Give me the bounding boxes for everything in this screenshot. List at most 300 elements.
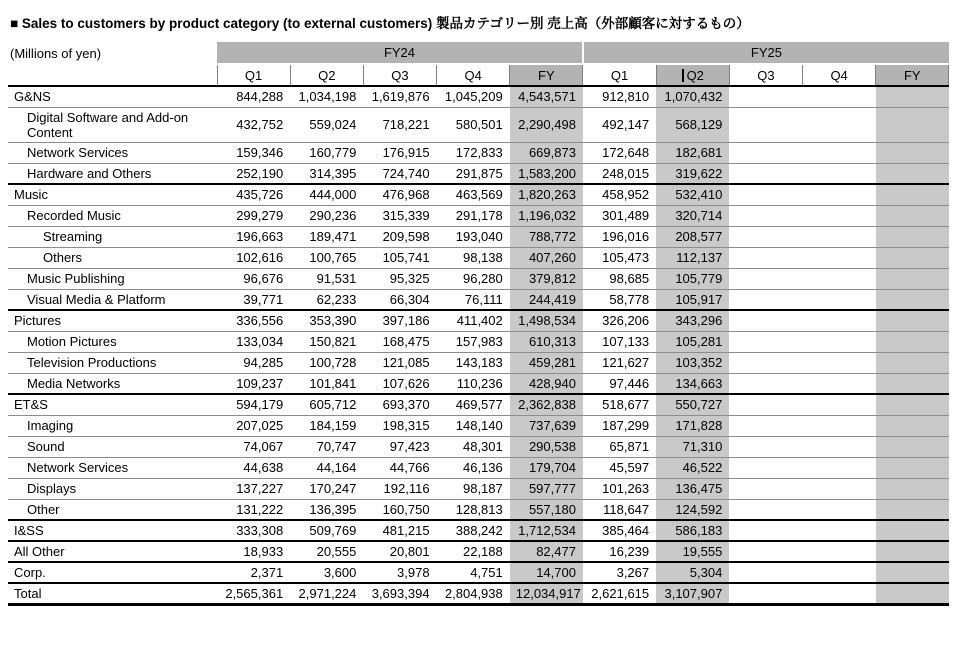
table-row-g-ns xyxy=(8,86,949,107)
cell-empty xyxy=(803,415,876,436)
cell-value: 160,750 xyxy=(363,499,436,520)
cell-empty xyxy=(803,86,876,107)
row-label: Displays xyxy=(8,478,217,499)
cell-value: 136,475 xyxy=(656,478,729,499)
cell-empty xyxy=(876,142,949,163)
cell-value: 1,712,534 xyxy=(510,520,583,541)
cell-empty xyxy=(876,289,949,310)
cell-empty xyxy=(876,520,949,541)
cell-empty xyxy=(729,436,802,457)
cell-value: 2,290,498 xyxy=(510,107,583,142)
cell-empty xyxy=(876,205,949,226)
cell-value: 407,260 xyxy=(510,247,583,268)
cell-empty xyxy=(729,184,802,205)
cell-empty xyxy=(729,268,802,289)
cell-value: 76,111 xyxy=(437,289,510,310)
col-header-fy24-fy: FY xyxy=(510,64,583,86)
cell-value: 176,915 xyxy=(363,142,436,163)
row-label: Sound xyxy=(8,436,217,457)
col-header-fy24-q1: Q1 xyxy=(217,64,290,86)
cell-value: 46,136 xyxy=(437,457,510,478)
cell-empty xyxy=(803,478,876,499)
cell-value: 71,310 xyxy=(656,436,729,457)
cell-value: 610,313 xyxy=(510,331,583,352)
cell-empty xyxy=(729,541,802,562)
cell-value: 121,627 xyxy=(583,352,656,373)
cell-value: 353,390 xyxy=(290,310,363,331)
cell-value: 580,501 xyxy=(437,107,510,142)
cell-empty xyxy=(803,583,876,605)
cell-value: 314,395 xyxy=(290,163,363,184)
cell-value: 134,663 xyxy=(656,373,729,394)
table-row-others xyxy=(8,247,949,268)
col-header-fy25-q3: Q3 xyxy=(729,64,802,86)
cell-empty xyxy=(876,394,949,415)
cell-value: 172,648 xyxy=(583,142,656,163)
cell-value: 44,766 xyxy=(363,457,436,478)
cell-value: 124,592 xyxy=(656,499,729,520)
cell-empty xyxy=(876,331,949,352)
row-label: Music xyxy=(8,184,217,205)
cell-value: 594,179 xyxy=(217,394,290,415)
cell-value: 18,933 xyxy=(217,541,290,562)
cell-value: 70,747 xyxy=(290,436,363,457)
cell-value: 4,751 xyxy=(437,562,510,583)
cell-value: 1,820,263 xyxy=(510,184,583,205)
cell-value: 148,140 xyxy=(437,415,510,436)
table-row-imaging xyxy=(8,415,949,436)
cell-value: 143,183 xyxy=(437,352,510,373)
row-label-header xyxy=(8,64,217,86)
cell-value: 105,741 xyxy=(363,247,436,268)
cell-value: 492,147 xyxy=(583,107,656,142)
cell-empty xyxy=(729,107,802,142)
cell-empty xyxy=(803,226,876,247)
cell-empty xyxy=(876,184,949,205)
cell-value: 45,597 xyxy=(583,457,656,478)
cell-value: 187,299 xyxy=(583,415,656,436)
cell-value: 2,804,938 xyxy=(437,583,510,605)
cell-empty xyxy=(876,583,949,605)
cell-value: 397,186 xyxy=(363,310,436,331)
row-label: Pictures xyxy=(8,310,217,331)
cell-empty xyxy=(729,247,802,268)
cell-empty xyxy=(803,331,876,352)
cell-value: 74,067 xyxy=(217,436,290,457)
cell-empty xyxy=(729,331,802,352)
cell-value: 100,765 xyxy=(290,247,363,268)
cell-value: 568,129 xyxy=(656,107,729,142)
cell-empty xyxy=(876,86,949,107)
cell-value: 182,681 xyxy=(656,142,729,163)
page-title: ■ Sales to customers by product category (to external customers) 製品カテゴリー別 売上高（外部顧客に対するもの） xyxy=(10,16,750,31)
cell-empty xyxy=(803,562,876,583)
cell-value: 550,727 xyxy=(656,394,729,415)
cell-value: 326,206 xyxy=(583,310,656,331)
cell-value: 66,304 xyxy=(363,289,436,310)
cell-value: 1,498,534 xyxy=(510,310,583,331)
cell-value: 1,583,200 xyxy=(510,163,583,184)
row-label: Media Networks xyxy=(8,373,217,394)
cell-value: 91,531 xyxy=(290,268,363,289)
cell-empty xyxy=(876,107,949,142)
cell-value: 62,233 xyxy=(290,289,363,310)
cell-empty xyxy=(729,394,802,415)
cell-value: 97,423 xyxy=(363,436,436,457)
table-body xyxy=(8,86,949,605)
cell-value: 586,183 xyxy=(656,520,729,541)
row-label: All Other xyxy=(8,541,217,562)
cell-empty xyxy=(729,520,802,541)
cell-empty xyxy=(729,457,802,478)
cell-value: 105,473 xyxy=(583,247,656,268)
cell-empty xyxy=(876,310,949,331)
cell-value: 3,978 xyxy=(363,562,436,583)
cell-value: 1,196,032 xyxy=(510,205,583,226)
row-label: Network Services xyxy=(8,142,217,163)
cell-value: 444,000 xyxy=(290,184,363,205)
row-label: ET&S xyxy=(8,394,217,415)
cell-value: 3,693,394 xyxy=(363,583,436,605)
cell-value: 476,968 xyxy=(363,184,436,205)
table-row-corp xyxy=(8,562,949,583)
cell-value: 788,772 xyxy=(510,226,583,247)
cell-empty xyxy=(803,289,876,310)
cell-value: 98,138 xyxy=(437,247,510,268)
cell-value: 82,477 xyxy=(510,541,583,562)
cell-value: 315,339 xyxy=(363,205,436,226)
cell-value: 97,446 xyxy=(583,373,656,394)
cell-empty xyxy=(729,499,802,520)
cell-value: 1,034,198 xyxy=(290,86,363,107)
cell-value: 184,159 xyxy=(290,415,363,436)
cell-empty xyxy=(876,373,949,394)
cell-value: 532,410 xyxy=(656,184,729,205)
cell-empty xyxy=(729,373,802,394)
cell-value: 65,871 xyxy=(583,436,656,457)
cell-value: 58,778 xyxy=(583,289,656,310)
cell-empty xyxy=(729,352,802,373)
cell-empty xyxy=(803,163,876,184)
cell-value: 343,296 xyxy=(656,310,729,331)
col-header-fy25-q4: Q4 xyxy=(803,64,876,86)
cell-empty xyxy=(803,247,876,268)
cell-empty xyxy=(876,541,949,562)
cell-value: 597,777 xyxy=(510,478,583,499)
cell-value: 209,598 xyxy=(363,226,436,247)
cell-empty xyxy=(803,520,876,541)
row-label: Corp. xyxy=(8,562,217,583)
cell-value: 4,543,571 xyxy=(510,86,583,107)
cell-value: 102,616 xyxy=(217,247,290,268)
cell-value: 244,419 xyxy=(510,289,583,310)
cell-empty xyxy=(729,289,802,310)
cell-value: 379,812 xyxy=(510,268,583,289)
cell-value: 319,622 xyxy=(656,163,729,184)
cell-value: 12,034,917 xyxy=(510,583,583,605)
cell-empty xyxy=(876,436,949,457)
cell-value: 172,833 xyxy=(437,142,510,163)
cell-value: 14,700 xyxy=(510,562,583,583)
row-label: I&SS xyxy=(8,520,217,541)
cell-empty xyxy=(876,268,949,289)
cell-value: 459,281 xyxy=(510,352,583,373)
sales-by-category-table xyxy=(8,42,949,606)
cell-empty xyxy=(803,499,876,520)
cell-value: 559,024 xyxy=(290,107,363,142)
row-label: Other xyxy=(8,499,217,520)
cell-empty xyxy=(803,436,876,457)
cell-empty xyxy=(876,457,949,478)
cell-value: 435,726 xyxy=(217,184,290,205)
cell-value: 20,555 xyxy=(290,541,363,562)
row-label: Total xyxy=(8,583,217,605)
row-label: Streaming xyxy=(8,226,217,247)
cell-value: 844,288 xyxy=(217,86,290,107)
cell-value: 693,370 xyxy=(363,394,436,415)
cell-value: 196,663 xyxy=(217,226,290,247)
cell-value: 301,489 xyxy=(583,205,656,226)
row-label: G&NS xyxy=(8,86,217,107)
cell-empty xyxy=(803,394,876,415)
table-row-hardware-and-others xyxy=(8,163,949,184)
col-header-fy25-fy: FY xyxy=(876,64,949,86)
cell-value: 109,237 xyxy=(217,373,290,394)
table-row-et-s xyxy=(8,394,949,415)
row-label: Hardware and Others xyxy=(8,163,217,184)
col-header-fy24-q4: Q4 xyxy=(437,64,510,86)
cell-value: 131,222 xyxy=(217,499,290,520)
cell-empty xyxy=(803,205,876,226)
table-row-television-productions xyxy=(8,352,949,373)
col-header-fy24-q3: Q3 xyxy=(363,64,436,86)
cell-empty xyxy=(729,163,802,184)
cell-value: 157,983 xyxy=(437,331,510,352)
cell-value: 2,371 xyxy=(217,562,290,583)
cell-empty xyxy=(876,478,949,499)
cell-value: 39,771 xyxy=(217,289,290,310)
cell-value: 557,180 xyxy=(510,499,583,520)
row-label: Network Services xyxy=(8,457,217,478)
cell-value: 605,712 xyxy=(290,394,363,415)
row-label: Music Publishing xyxy=(8,268,217,289)
cell-value: 320,714 xyxy=(656,205,729,226)
cell-value: 20,801 xyxy=(363,541,436,562)
cell-value: 193,040 xyxy=(437,226,510,247)
cell-value: 207,025 xyxy=(217,415,290,436)
unit-label: (Millions of yen) xyxy=(10,45,102,61)
cell-empty xyxy=(876,163,949,184)
cell-value: 428,940 xyxy=(510,373,583,394)
cell-value: 248,015 xyxy=(583,163,656,184)
row-label: Visual Media & Platform xyxy=(8,289,217,310)
table-row-other xyxy=(8,499,949,520)
cell-value: 291,178 xyxy=(437,205,510,226)
cell-empty xyxy=(729,142,802,163)
table-row-media-networks xyxy=(8,373,949,394)
cell-value: 2,362,838 xyxy=(510,394,583,415)
table-row-i-ss xyxy=(8,520,949,541)
cell-value: 2,565,361 xyxy=(217,583,290,605)
cell-value: 1,619,876 xyxy=(363,86,436,107)
header-group-row xyxy=(8,42,949,64)
table-row-all-other xyxy=(8,541,949,562)
cell-empty xyxy=(803,310,876,331)
cell-value: 96,280 xyxy=(437,268,510,289)
table-row-network-services xyxy=(8,142,949,163)
cell-empty xyxy=(729,478,802,499)
col-header-fy25-q1: Q1 xyxy=(583,64,656,86)
cell-empty xyxy=(876,562,949,583)
cell-value: 463,569 xyxy=(437,184,510,205)
cell-value: 101,841 xyxy=(290,373,363,394)
cell-value: 388,242 xyxy=(437,520,510,541)
cell-empty xyxy=(803,142,876,163)
cell-value: 432,752 xyxy=(217,107,290,142)
cell-value: 518,677 xyxy=(583,394,656,415)
text-cursor xyxy=(682,69,684,82)
cell-value: 136,395 xyxy=(290,499,363,520)
cell-value: 481,215 xyxy=(363,520,436,541)
cell-value: 105,917 xyxy=(656,289,729,310)
cell-value: 718,221 xyxy=(363,107,436,142)
cell-value: 411,402 xyxy=(437,310,510,331)
cell-value: 98,685 xyxy=(583,268,656,289)
cell-value: 912,810 xyxy=(583,86,656,107)
row-label: Others xyxy=(8,247,217,268)
row-label: Digital Software and Add-on Content xyxy=(8,107,217,142)
cell-value: 3,267 xyxy=(583,562,656,583)
cell-empty xyxy=(876,247,949,268)
cell-value: 133,034 xyxy=(217,331,290,352)
cell-empty xyxy=(729,415,802,436)
cell-empty xyxy=(729,583,802,605)
cell-value: 170,247 xyxy=(290,478,363,499)
cell-value: 198,315 xyxy=(363,415,436,436)
cell-value: 737,639 xyxy=(510,415,583,436)
cell-value: 121,085 xyxy=(363,352,436,373)
cell-empty xyxy=(729,86,802,107)
cell-value: 107,626 xyxy=(363,373,436,394)
cell-empty xyxy=(729,562,802,583)
table-row-sound xyxy=(8,436,949,457)
cell-value: 19,555 xyxy=(656,541,729,562)
table-row-digital-software-and-add-on-content xyxy=(8,107,949,142)
cell-value: 5,304 xyxy=(656,562,729,583)
cell-empty xyxy=(803,457,876,478)
table-row-displays xyxy=(8,478,949,499)
cell-empty xyxy=(803,268,876,289)
cell-value: 3,107,907 xyxy=(656,583,729,605)
cell-value: 290,538 xyxy=(510,436,583,457)
cell-empty xyxy=(803,373,876,394)
cell-value: 44,164 xyxy=(290,457,363,478)
cell-empty xyxy=(729,310,802,331)
cell-value: 48,301 xyxy=(437,436,510,457)
table-row-recorded-music xyxy=(8,205,949,226)
table-row-visual-media-platform xyxy=(8,289,949,310)
cell-value: 128,813 xyxy=(437,499,510,520)
table-row-network-services xyxy=(8,457,949,478)
cell-value: 107,133 xyxy=(583,331,656,352)
cell-value: 2,971,224 xyxy=(290,583,363,605)
cell-value: 105,281 xyxy=(656,331,729,352)
cell-empty xyxy=(729,205,802,226)
cell-value: 179,704 xyxy=(510,457,583,478)
cell-value: 509,769 xyxy=(290,520,363,541)
cell-value: 159,346 xyxy=(217,142,290,163)
cell-value: 98,187 xyxy=(437,478,510,499)
cell-value: 669,873 xyxy=(510,142,583,163)
cell-value: 118,647 xyxy=(583,499,656,520)
cell-value: 46,522 xyxy=(656,457,729,478)
cell-value: 137,227 xyxy=(217,478,290,499)
cell-value: 196,016 xyxy=(583,226,656,247)
cell-value: 385,464 xyxy=(583,520,656,541)
header-quarter-row xyxy=(8,64,949,86)
cell-value: 101,263 xyxy=(583,478,656,499)
cell-value: 96,676 xyxy=(217,268,290,289)
col-group-fy24: FY24 xyxy=(217,42,583,64)
cell-value: 112,137 xyxy=(656,247,729,268)
cell-value: 160,779 xyxy=(290,142,363,163)
cell-value: 103,352 xyxy=(656,352,729,373)
cell-value: 1,070,432 xyxy=(656,86,729,107)
table-row-motion-pictures xyxy=(8,331,949,352)
cell-value: 458,952 xyxy=(583,184,656,205)
row-label: Motion Pictures xyxy=(8,331,217,352)
row-label: Imaging xyxy=(8,415,217,436)
row-label: Television Productions xyxy=(8,352,217,373)
cell-empty xyxy=(729,226,802,247)
cell-value: 290,236 xyxy=(290,205,363,226)
cell-value: 208,577 xyxy=(656,226,729,247)
cell-empty xyxy=(803,541,876,562)
table-row-streaming xyxy=(8,226,949,247)
table-row-music-publishing xyxy=(8,268,949,289)
cell-value: 291,875 xyxy=(437,163,510,184)
cell-value: 299,279 xyxy=(217,205,290,226)
cell-empty xyxy=(876,226,949,247)
row-label: Recorded Music xyxy=(8,205,217,226)
cell-value: 44,638 xyxy=(217,457,290,478)
col-group-fy25: FY25 xyxy=(583,42,949,64)
table-row-total xyxy=(8,583,949,605)
cell-value: 16,239 xyxy=(583,541,656,562)
cell-empty xyxy=(803,352,876,373)
cell-empty xyxy=(876,499,949,520)
col-header-fy24-q2: Q2 xyxy=(290,64,363,86)
cell-value: 95,325 xyxy=(363,268,436,289)
cell-value: 2,621,615 xyxy=(583,583,656,605)
table-row-pictures xyxy=(8,310,949,331)
cell-value: 469,577 xyxy=(437,394,510,415)
cell-empty xyxy=(803,107,876,142)
cell-value: 192,116 xyxy=(363,478,436,499)
cell-value: 110,236 xyxy=(437,373,510,394)
cell-value: 3,600 xyxy=(290,562,363,583)
cell-value: 333,308 xyxy=(217,520,290,541)
cell-empty xyxy=(876,352,949,373)
cell-value: 150,821 xyxy=(290,331,363,352)
cell-value: 189,471 xyxy=(290,226,363,247)
cell-value: 336,556 xyxy=(217,310,290,331)
table-row-music xyxy=(8,184,949,205)
col-header-fy25-q2: Q2 xyxy=(656,64,729,86)
cell-value: 100,728 xyxy=(290,352,363,373)
cell-value: 1,045,209 xyxy=(437,86,510,107)
cell-value: 105,779 xyxy=(656,268,729,289)
